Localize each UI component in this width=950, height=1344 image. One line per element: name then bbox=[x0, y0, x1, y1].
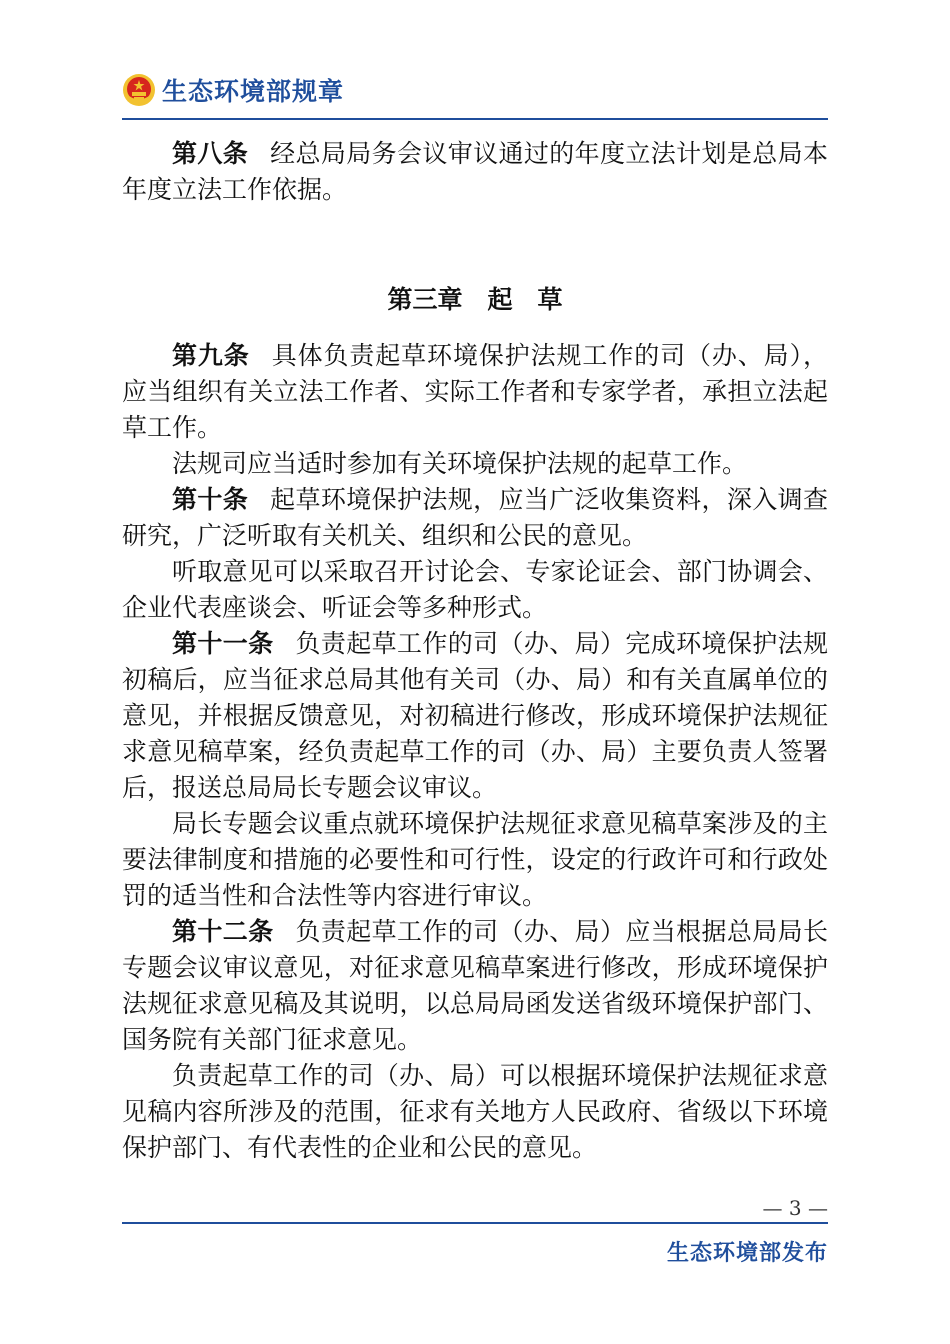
paragraph: 法规司应当适时参加有关环境保护法规的起草工作。 bbox=[172, 449, 748, 478]
article-12 bbox=[122, 914, 828, 1058]
page-header bbox=[122, 66, 344, 114]
article-text: 负责起草工作的司（办、局）完成环境保护法规初稿后，应当征求总局其他有关司（办、局）和有关直属单位的意见，并根据反馈意见，对初稿进行修改，形成环境保护法规征求意见稿草案，经负责起草工作的司（办、局）主要负责人签署后，报送总局局长专题会议审议。 bbox=[122, 629, 828, 802]
article-label: 第十一条 bbox=[172, 629, 274, 658]
paragraph: 负责起草工作的司（办、局）可以根据环境保护法规征求意见稿内容所涉及的范围，征求有关地方人民政府、省级以下环境保护部门、有代表性的企业和公民的意见。 bbox=[122, 1061, 828, 1162]
paragraph: 听取意见可以采取召开讨论会、专家论证会、部门协调会、企业代表座谈会、听证会等多种形式。 bbox=[122, 557, 828, 622]
article-label: 第八条 bbox=[172, 139, 249, 168]
paragraph: 局长专题会议重点就环境保护法规征求意见稿草案涉及的主要法律制度和措施的必要性和可行性，设定的行政许可和行政处罚的适当性和合法性等内容进行审议。 bbox=[122, 809, 828, 910]
footer-rule bbox=[122, 1222, 828, 1224]
page-number: — 3 — bbox=[762, 1196, 828, 1220]
article-8 bbox=[122, 136, 828, 208]
footer-publisher: 生态环境部发布 bbox=[666, 1241, 828, 1266]
article-text: 起草环境保护法规，应当广泛收集资料，深入调查研究，广泛听取有关机关、组织和公民的意见。 bbox=[122, 485, 828, 550]
national-emblem-icon bbox=[122, 73, 156, 107]
article-label: 第十条 bbox=[172, 485, 249, 514]
article-11 bbox=[122, 626, 828, 806]
article-text: 具体负责起草环境保护法规工作的司（办、局），应当组织有关立法工作者、实际工作者和专家学者，承担立法起草工作。 bbox=[122, 341, 828, 442]
article-text: 经总局局务会议审议通过的年度立法计划是总局本年度立法工作依据。 bbox=[122, 139, 828, 204]
article-9 bbox=[122, 338, 828, 446]
article-label: 第十二条 bbox=[172, 917, 274, 946]
header-title: 生态环境部规章 bbox=[162, 77, 345, 106]
chapter-heading: 第三章 起 草 bbox=[387, 285, 563, 314]
header-rule bbox=[122, 118, 828, 120]
article-text: 负责起草工作的司（办、局）应当根据总局局长专题会议审议意见，对征求意见稿草案进行修改，形成环境保护法规征求意见稿及其说明，以总局局函发送省级环境保护部门、国务院有关部门征求意见。 bbox=[122, 917, 828, 1054]
article-10 bbox=[122, 482, 828, 554]
document-body bbox=[122, 136, 828, 1166]
article-label: 第九条 bbox=[172, 341, 250, 370]
